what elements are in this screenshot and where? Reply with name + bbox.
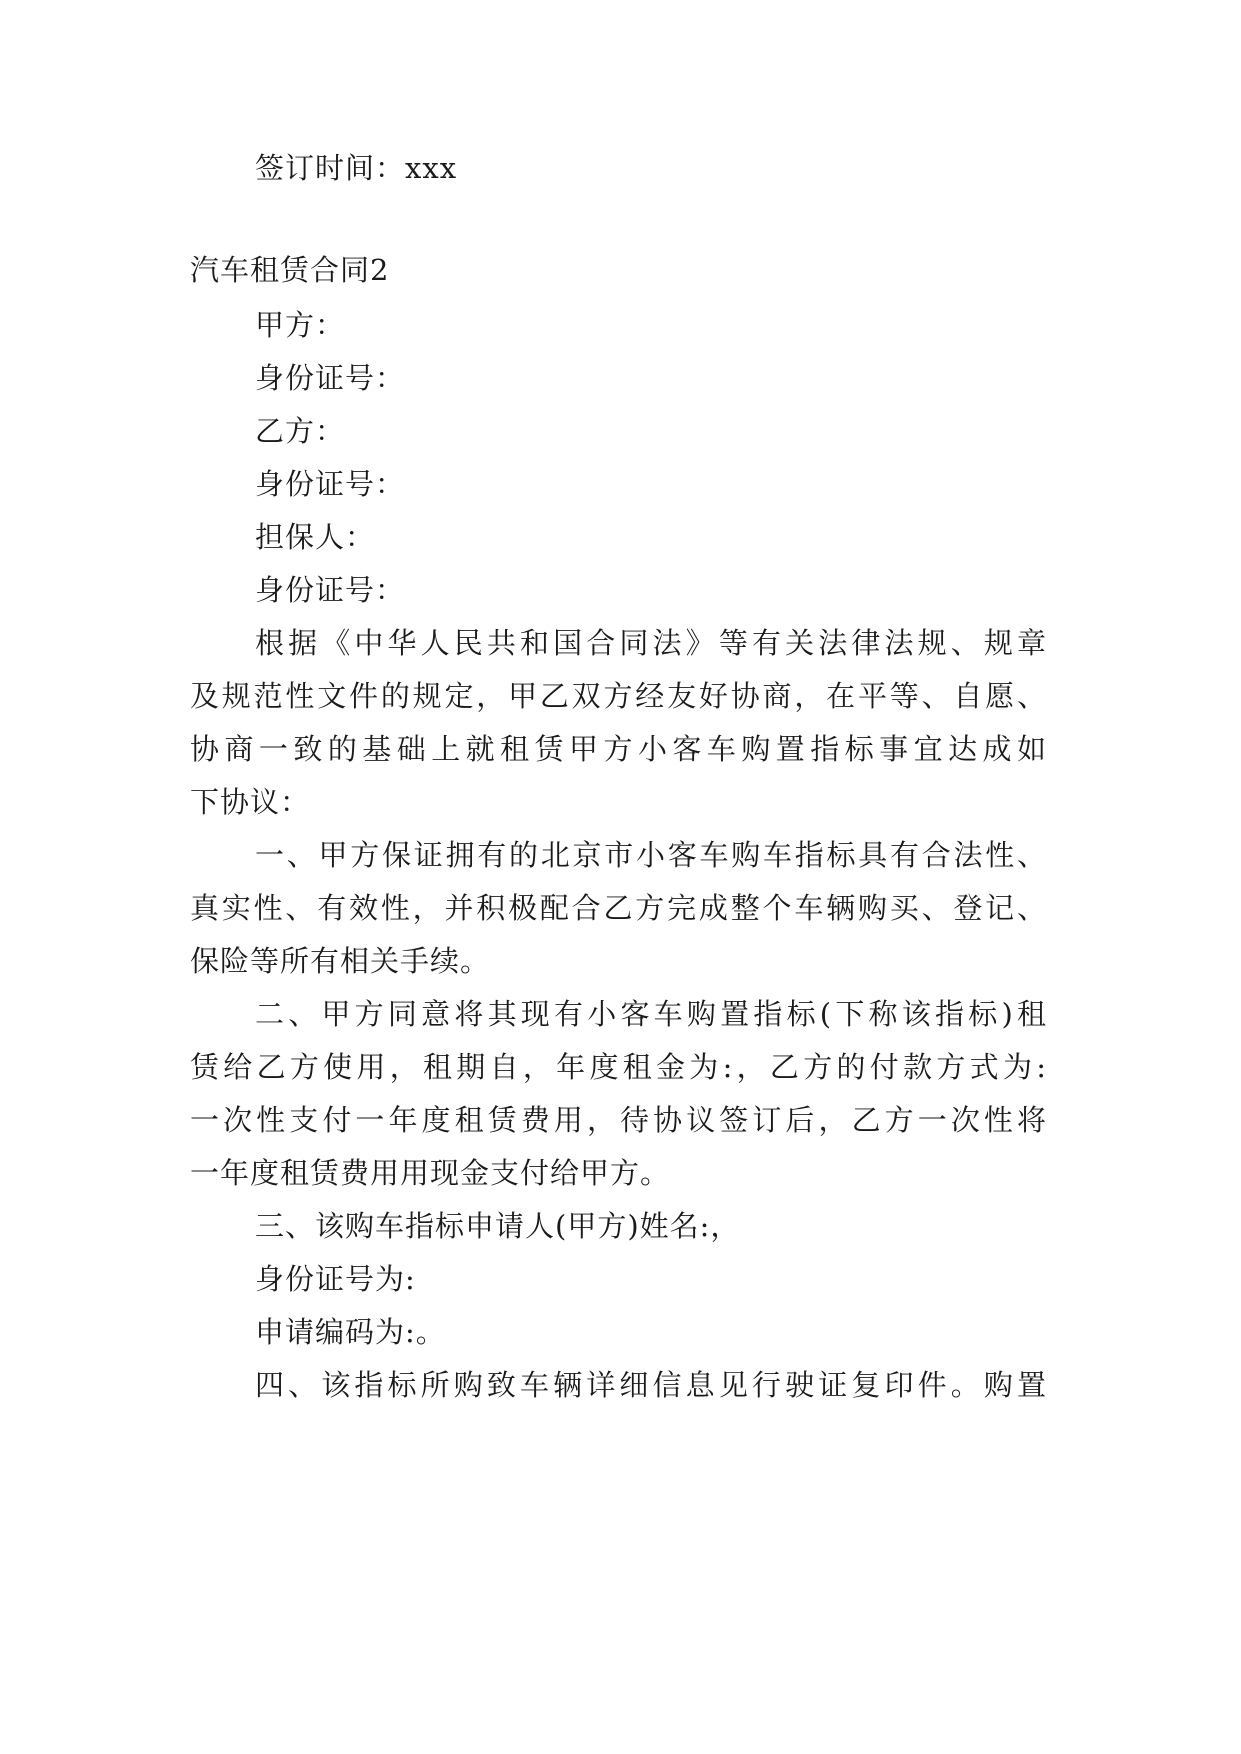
preamble-line: 下协议：: [190, 785, 311, 819]
document-title: 汽车租赁合同2: [190, 253, 390, 287]
clause-2-line: 赁给乙方使用，租期自，年度租金为:，乙方的付款方式为:: [190, 1050, 1047, 1084]
party-b-label: 乙方：: [255, 414, 346, 448]
clause-3-line: 三、该购车指标申请人(甲方)姓名:，: [255, 1209, 741, 1243]
preamble-line: 协商一致的基础上就租赁甲方小客车购置指标事宜达成如: [190, 732, 1047, 766]
clause-4-line: 四、该指标所购致车辆详细信息见行驶证复印件。购置: [255, 1368, 1047, 1402]
clause-2-line: 一年度租赁费用用现金支付给甲方。: [190, 1156, 671, 1190]
clause-2-line: 二、甲方同意将其现有小客车购置指标(下称该指标)租: [255, 997, 1047, 1031]
clause-1-line: 一、甲方保证拥有的北京市小客车购车指标具有合法性、: [255, 838, 1047, 872]
clause-1-line: 真实性、有效性，并积极配合乙方完成整个车辆购买、登记、: [190, 891, 1047, 925]
preamble-line: 根据《中华人民共和国合同法》等有关法律法规、规章: [255, 626, 1047, 660]
party-a-label: 甲方：: [255, 308, 346, 342]
clause-3-id-line: 身份证号为:: [255, 1262, 416, 1296]
clause-3-code-line: 申请编码为:。: [255, 1315, 446, 1349]
party-a-id-label: 身份证号：: [255, 361, 406, 395]
guarantor-label: 担保人：: [255, 520, 376, 554]
sign-time: 签订时间：xxx: [255, 151, 458, 185]
party-b-id-label: 身份证号：: [255, 467, 406, 501]
guarantor-id-label: 身份证号：: [255, 573, 406, 607]
clause-1-line: 保险等所有相关手续。: [190, 944, 491, 978]
preamble-line: 及规范性文件的规定，甲乙双方经友好协商，在平等、自愿、: [190, 679, 1047, 713]
clause-2-line: 一次性支付一年度租赁费用，待协议签订后，乙方一次性将: [190, 1103, 1047, 1137]
